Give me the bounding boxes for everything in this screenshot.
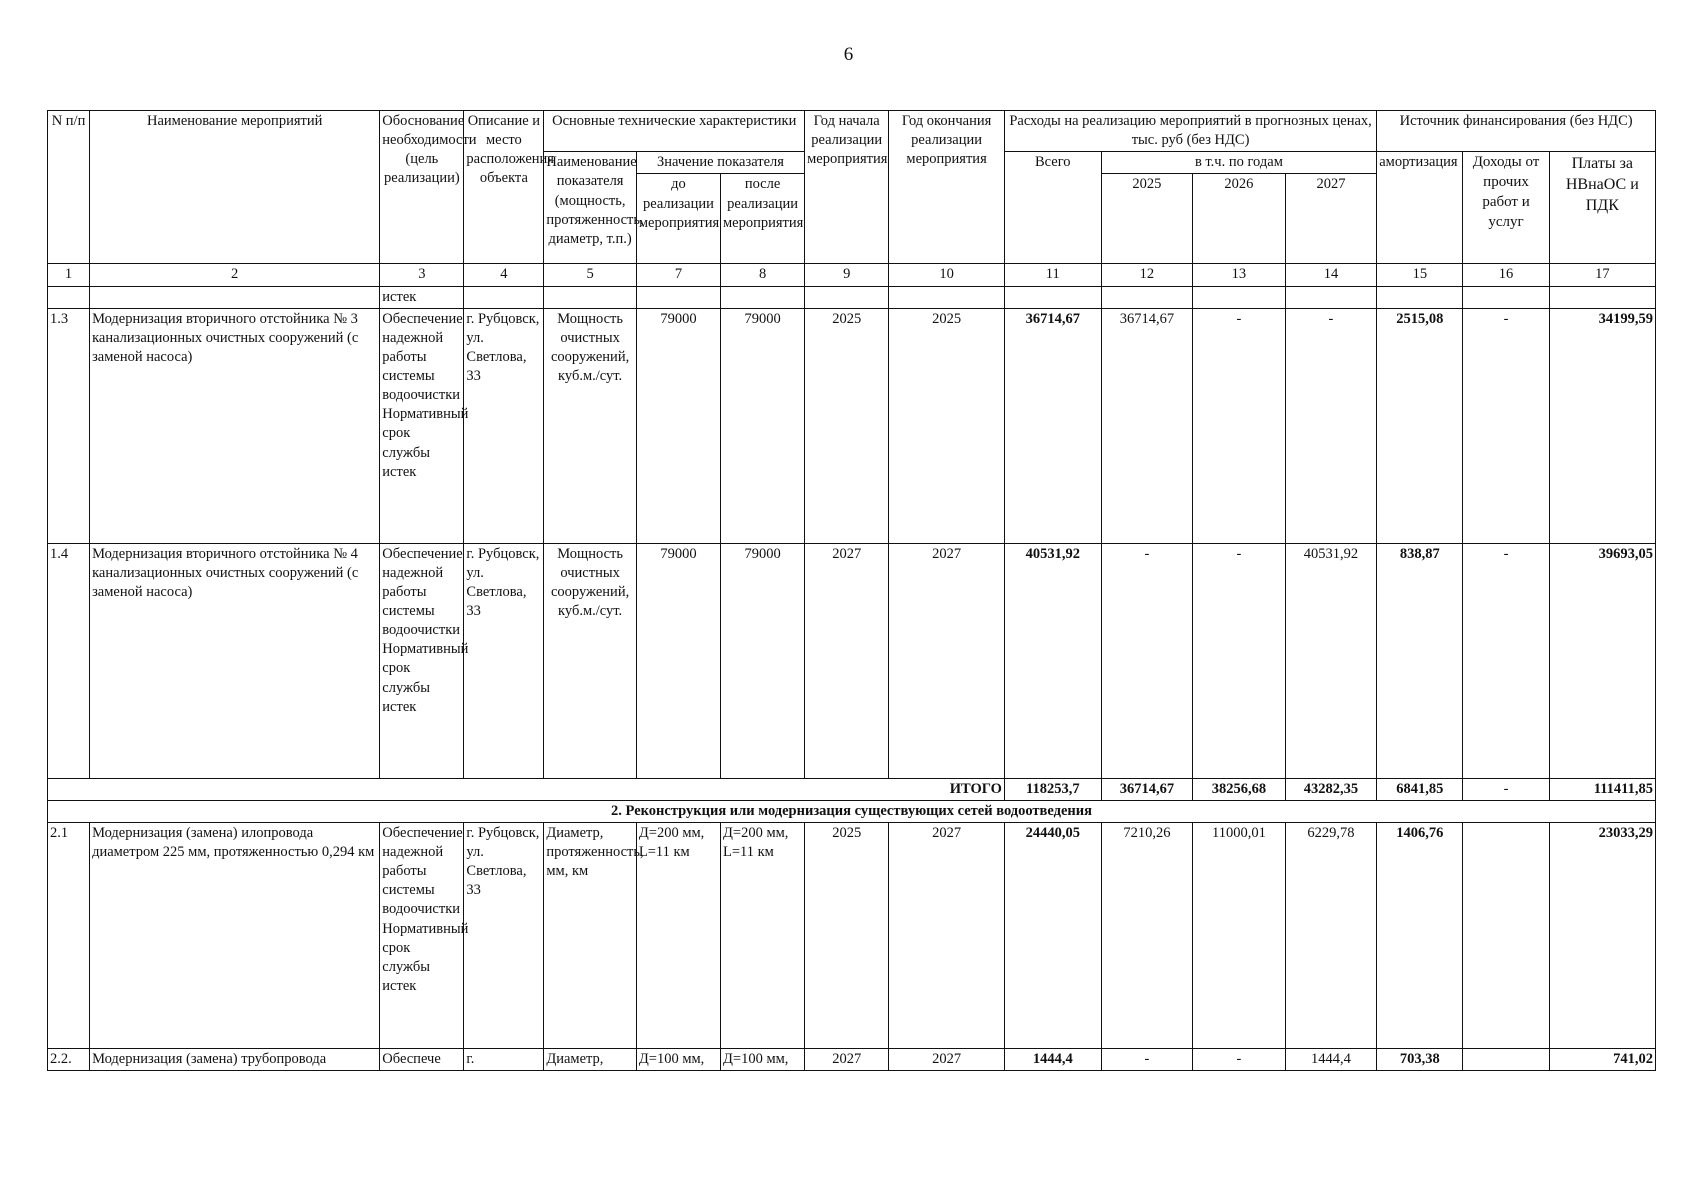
header-justification: Обоснование необходимости (цель реализации) <box>380 111 464 264</box>
row-description: г. <box>464 1048 544 1070</box>
total-2027: 43282,35 <box>1285 778 1377 800</box>
header-start-year: Год начала реализации мероприятия <box>805 111 889 264</box>
header-2025: 2025 <box>1101 174 1192 264</box>
row-other-income: - <box>1463 308 1549 543</box>
section-heading-row <box>48 800 1656 822</box>
row-name: Модернизация (замена) илопровода диаметром 225 мм, протяженностью 0,294 км <box>90 822 380 1048</box>
row-after: 79000 <box>721 543 805 778</box>
header-end-year: Год окончания реализации мероприятия <box>889 111 1005 264</box>
total-amortization: 6841,85 <box>1377 778 1463 800</box>
header-indicator-value: Значение показателя <box>636 152 804 174</box>
header-description: Описание и место расположения объекта <box>464 111 544 264</box>
row-end-year: 2027 <box>889 543 1005 778</box>
row-2026: 11000,01 <box>1193 822 1286 1048</box>
table-row <box>48 1048 1656 1070</box>
row-amortization: 703,38 <box>1377 1048 1463 1070</box>
row-amortization: 2515,08 <box>1377 308 1463 543</box>
row-description: г. Рубцовск, ул. Светлова, 33 <box>464 543 544 778</box>
header-other-income: Доходы от прочих работ и услуг <box>1463 152 1549 264</box>
row-start-year: 2025 <box>805 308 889 543</box>
header-name: Наименование мероприятий <box>90 111 380 264</box>
column-number: 12 <box>1101 264 1192 286</box>
measures-table <box>47 110 1656 1071</box>
row-2025: 36714,67 <box>1101 308 1192 543</box>
row-after: Д=200 мм, L=11 км <box>721 822 805 1048</box>
column-number: 15 <box>1377 264 1463 286</box>
column-number: 8 <box>721 264 805 286</box>
row-end-year: 2027 <box>889 1048 1005 1070</box>
row-2026: - <box>1193 1048 1286 1070</box>
continuation-row <box>48 286 1656 308</box>
row-number: 2.2. <box>48 1048 90 1070</box>
row-2025: - <box>1101 1048 1192 1070</box>
row-total: 1444,4 <box>1004 1048 1101 1070</box>
row-before: Д=100 мм, <box>636 1048 720 1070</box>
column-number: 11 <box>1004 264 1101 286</box>
row-2027: 1444,4 <box>1285 1048 1377 1070</box>
row-before: Д=200 мм, L=11 км <box>636 822 720 1048</box>
column-number: 14 <box>1285 264 1377 286</box>
column-number: 2 <box>90 264 380 286</box>
column-number: 10 <box>889 264 1005 286</box>
total-other-income: - <box>1463 778 1549 800</box>
header-2027: 2027 <box>1285 174 1377 264</box>
row-name: Модернизация вторичного отстойника № 3 канализационных очистных сооружений (с заменой насоса) <box>90 308 380 543</box>
total-fees: 111411,85 <box>1549 778 1655 800</box>
row-total: 40531,92 <box>1004 543 1101 778</box>
row-after: Д=100 мм, <box>721 1048 805 1070</box>
header-indicator-name: Наименование показателя (мощность, протяженность, диаметр, т.п.) <box>544 152 637 264</box>
column-number: 5 <box>544 264 637 286</box>
row-justification: Обеспечение надежной работы системы водоочистки Нормативный срок службы истек <box>380 822 464 1048</box>
row-name: Модернизация (замена) трубопровода <box>90 1048 380 1070</box>
row-2026: - <box>1193 308 1286 543</box>
total-label: ИТОГО <box>48 778 1005 800</box>
total-sum: 118253,7 <box>1004 778 1101 800</box>
table-row <box>48 308 1656 543</box>
row-fees: 39693,05 <box>1549 543 1655 778</box>
row-number: 2.1 <box>48 822 90 1048</box>
row-indicator: Диаметр, <box>544 1048 637 1070</box>
row-other-income: - <box>1463 543 1549 778</box>
header-total: Всего <box>1004 152 1101 264</box>
row-other-income <box>1463 822 1549 1048</box>
row-start-year: 2025 <box>805 822 889 1048</box>
row-description: г. Рубцовск, ул. Светлова, 33 <box>464 822 544 1048</box>
total-2026: 38256,68 <box>1193 778 1286 800</box>
row-description: г. Рубцовск, ул. Светлова, 33 <box>464 308 544 543</box>
header-funding-group: Источник финансирования (без НДС) <box>1377 111 1656 152</box>
row-end-year: 2027 <box>889 822 1005 1048</box>
row-before: 79000 <box>636 543 720 778</box>
column-number: 1 <box>48 264 90 286</box>
row-total: 24440,05 <box>1004 822 1101 1048</box>
header-tech-group: Основные технические характеристики <box>544 111 805 152</box>
header-2026: 2026 <box>1193 174 1286 264</box>
row-justification: Обеспече <box>380 1048 464 1070</box>
total-2025: 36714,67 <box>1101 778 1192 800</box>
page-number: 6 <box>843 44 854 65</box>
row-name: Модернизация вторичного отстойника № 4 канализационных очистных сооружений (с заменой насоса) <box>90 543 380 778</box>
row-number: 1.4 <box>48 543 90 778</box>
row-2027: 40531,92 <box>1285 543 1377 778</box>
row-justification: Обеспечение надежной работы системы водоочистки Нормативный срок службы истек <box>380 543 464 778</box>
row-total: 36714,67 <box>1004 308 1101 543</box>
table-row <box>48 822 1656 1048</box>
row-amortization: 1406,76 <box>1377 822 1463 1048</box>
row-2025: 7210,26 <box>1101 822 1192 1048</box>
column-number: 7 <box>636 264 720 286</box>
header-row-1 <box>48 111 1656 152</box>
row-fees: 23033,29 <box>1549 822 1655 1048</box>
table-row <box>48 543 1656 778</box>
column-number: 3 <box>380 264 464 286</box>
header-before: до реализации мероприятия <box>636 174 720 264</box>
row-fees: 741,02 <box>1549 1048 1655 1070</box>
row-other-income <box>1463 1048 1549 1070</box>
header-costs-group: Расходы на реализацию мероприятий в прогнозных ценах, тыс. руб (без НДС) <box>1004 111 1376 152</box>
total-row <box>48 778 1656 800</box>
section-heading: 2. Реконструкция или модернизация существующих сетей водоотведения <box>48 800 1656 822</box>
row-2027: - <box>1285 308 1377 543</box>
row-fees: 34199,59 <box>1549 308 1655 543</box>
row-after: 79000 <box>721 308 805 543</box>
column-numbers-row <box>48 264 1656 286</box>
row-2027: 6229,78 <box>1285 822 1377 1048</box>
column-number: 4 <box>464 264 544 286</box>
row-justification: Обеспечение надежной работы системы водоочистки Нормативный срок службы истек <box>380 308 464 543</box>
row-indicator: Мощность очистных сооружений, куб.м./сут. <box>544 308 637 543</box>
row-start-year: 2027 <box>805 543 889 778</box>
row-number: 1.3 <box>48 308 90 543</box>
header-by-years: в т.ч. по годам <box>1101 152 1377 174</box>
row-before: 79000 <box>636 308 720 543</box>
column-number: 16 <box>1463 264 1549 286</box>
column-number: 13 <box>1193 264 1286 286</box>
continuation-text: истек <box>380 286 464 308</box>
row-indicator: Диаметр, протяженность, мм, км <box>544 822 637 1048</box>
row-end-year: 2025 <box>889 308 1005 543</box>
header-amortization: амортизация <box>1377 152 1463 264</box>
row-amortization: 838,87 <box>1377 543 1463 778</box>
header-fees: Платы за НВнаОС и ПДК <box>1549 152 1655 264</box>
row-2026: - <box>1193 543 1286 778</box>
header-after: после реализации мероприятия <box>721 174 805 264</box>
column-number: 17 <box>1549 264 1655 286</box>
row-start-year: 2027 <box>805 1048 889 1070</box>
row-2025: - <box>1101 543 1192 778</box>
row-indicator: Мощность очистных сооружений, куб.м./сут. <box>544 543 637 778</box>
column-number: 9 <box>805 264 889 286</box>
header-n: N п/п <box>48 111 90 264</box>
